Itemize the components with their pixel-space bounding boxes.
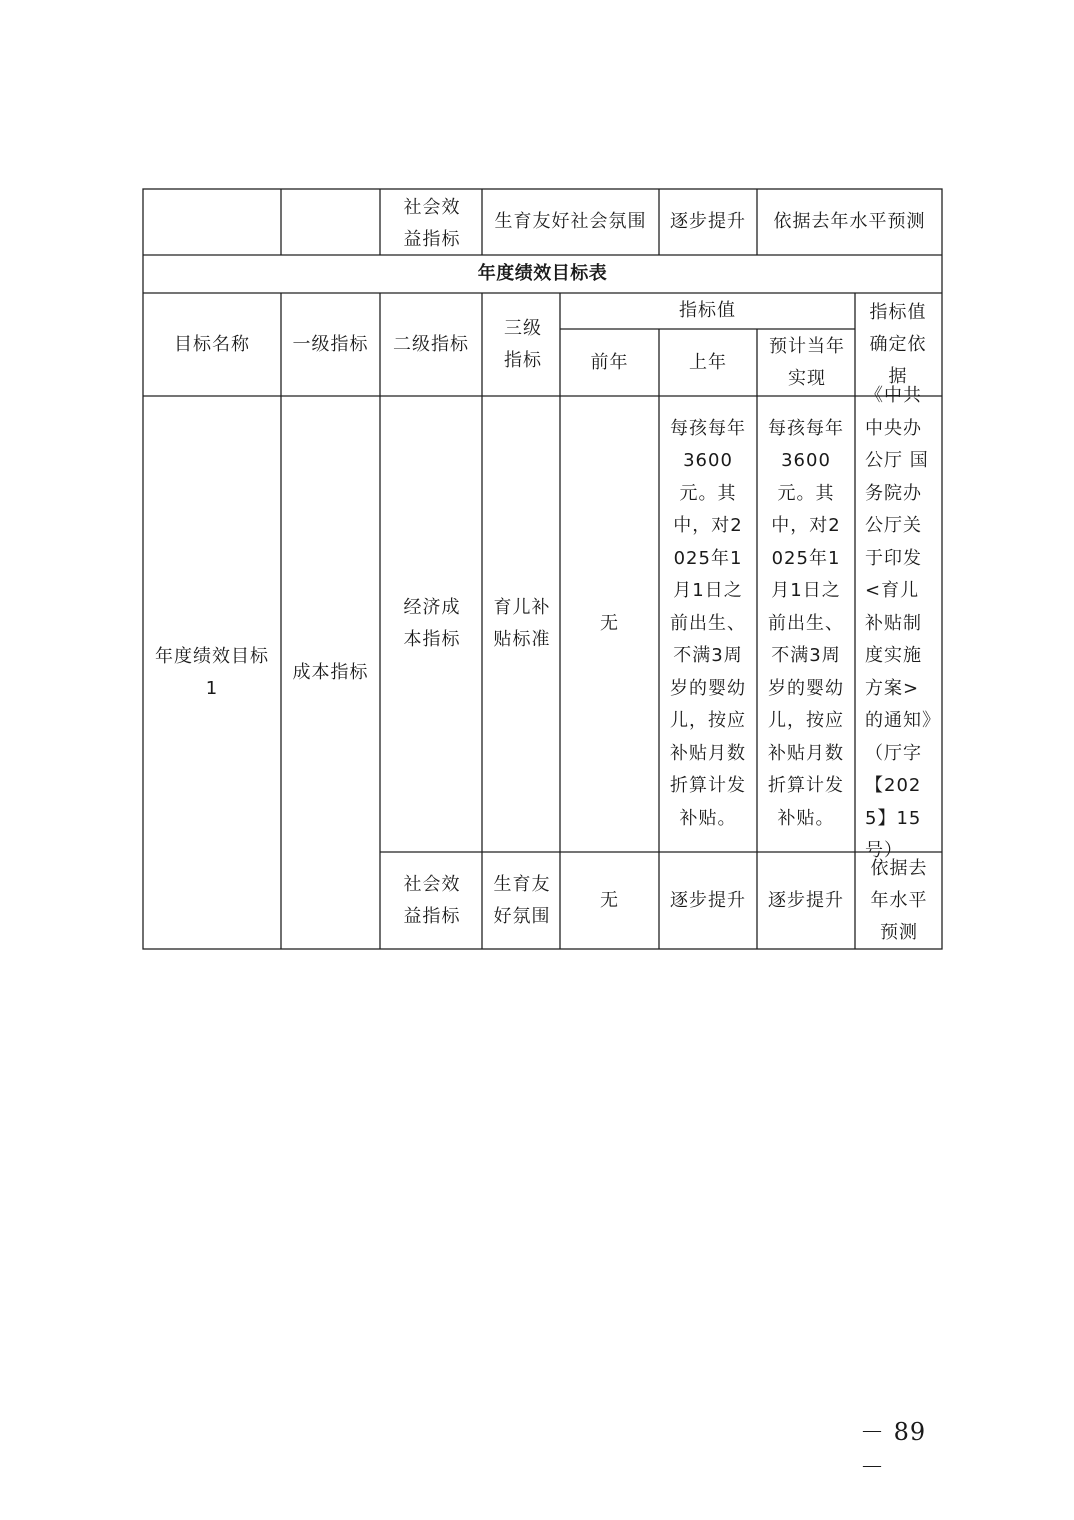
goal-name-cell <box>150 396 274 949</box>
row2-expected: 逐步提升 <box>768 889 844 911</box>
header-level1: 一级指标 <box>292 333 369 355</box>
top-row-value: 逐步提升 <box>670 211 746 232</box>
row2-basis: 依据去年水平预测 <box>870 857 928 943</box>
page-number: － 89 － <box>860 1418 927 1481</box>
header-indicator-value-cell <box>560 293 855 329</box>
row1-basis: 《中共中央办公厅 国务院办公厅关于印发<育儿补贴制度实施方案>的通知》（厅字【2025】15号） <box>865 385 932 862</box>
header-level1-cell <box>281 293 380 396</box>
row1-prev-year: 无 <box>600 613 619 634</box>
row1-level3: 育儿补贴标准 <box>493 597 551 650</box>
top-row-secondary-cell <box>400 193 464 255</box>
goal-name: 年度绩效目标1 <box>155 645 269 699</box>
top-row-tertiary-cell <box>482 189 659 255</box>
header-indicator-value: 指标值 <box>679 300 736 321</box>
table-title-cell <box>143 255 942 293</box>
goal-level1: 成本指标 <box>292 661 369 683</box>
top-row-secondary: 社会效益指标 <box>403 197 461 250</box>
row2-expected-cell <box>757 852 855 949</box>
row1-prev-year-cell <box>560 396 659 852</box>
header-level2: 二级指标 <box>393 333 469 355</box>
goal-level1-cell <box>281 396 380 949</box>
header-goal-name: 目标名称 <box>174 333 250 355</box>
row1-last-year: 每孩每年3600元。其中，对2025年1月1日之前出生、不满3周岁的婴幼儿，按应补贴月数折算计发补贴。 <box>670 417 746 829</box>
header-prev-year-cell <box>560 329 659 396</box>
row1-expected: 每孩每年3600元。其中，对2025年1月1日之前出生、不满3周岁的婴幼儿，按应补贴月数折算计发补贴。 <box>768 417 844 829</box>
row2-prev-year: 无 <box>600 889 619 911</box>
row2-last-year-cell <box>659 852 757 949</box>
header-basis: 指标值确定依据 <box>869 301 927 387</box>
row2-prev-year-cell <box>560 852 659 949</box>
header-level3-cell <box>503 293 543 396</box>
header-last-year: 上年 <box>689 351 727 373</box>
top-row-tertiary: 生育友好社会氛围 <box>494 211 647 232</box>
row2-level2: 社会效益指标 <box>403 873 461 927</box>
header-prev-year: 前年 <box>590 351 629 373</box>
row1-level2-cell <box>396 396 468 852</box>
header-last-year-cell <box>659 329 757 396</box>
top-row-basis: 依据去年水平预测 <box>773 211 926 232</box>
table-title: 年度绩效目标表 <box>477 263 608 284</box>
row1-expected-cell <box>766 396 846 852</box>
header-level2-cell <box>380 293 482 396</box>
top-row-basis-cell <box>757 189 942 255</box>
header-expected: 预计当年实现 <box>769 335 845 389</box>
header-level3: 三级指标 <box>504 317 542 371</box>
top-row-value-cell <box>659 189 757 255</box>
row2-last-year: 逐步提升 <box>670 889 746 911</box>
row1-basis-cell <box>862 385 936 862</box>
header-expected-cell <box>767 329 847 396</box>
row2-basis-cell <box>868 852 930 949</box>
header-goal-name-cell <box>143 293 281 396</box>
row1-level3-cell <box>492 396 552 852</box>
row2-level3-cell <box>492 852 552 949</box>
row2-level3: 生育友好氛围 <box>493 873 551 927</box>
row1-level2: 经济成本指标 <box>403 597 461 650</box>
row2-level2-cell <box>396 852 468 949</box>
row1-last-year-cell <box>668 396 748 852</box>
